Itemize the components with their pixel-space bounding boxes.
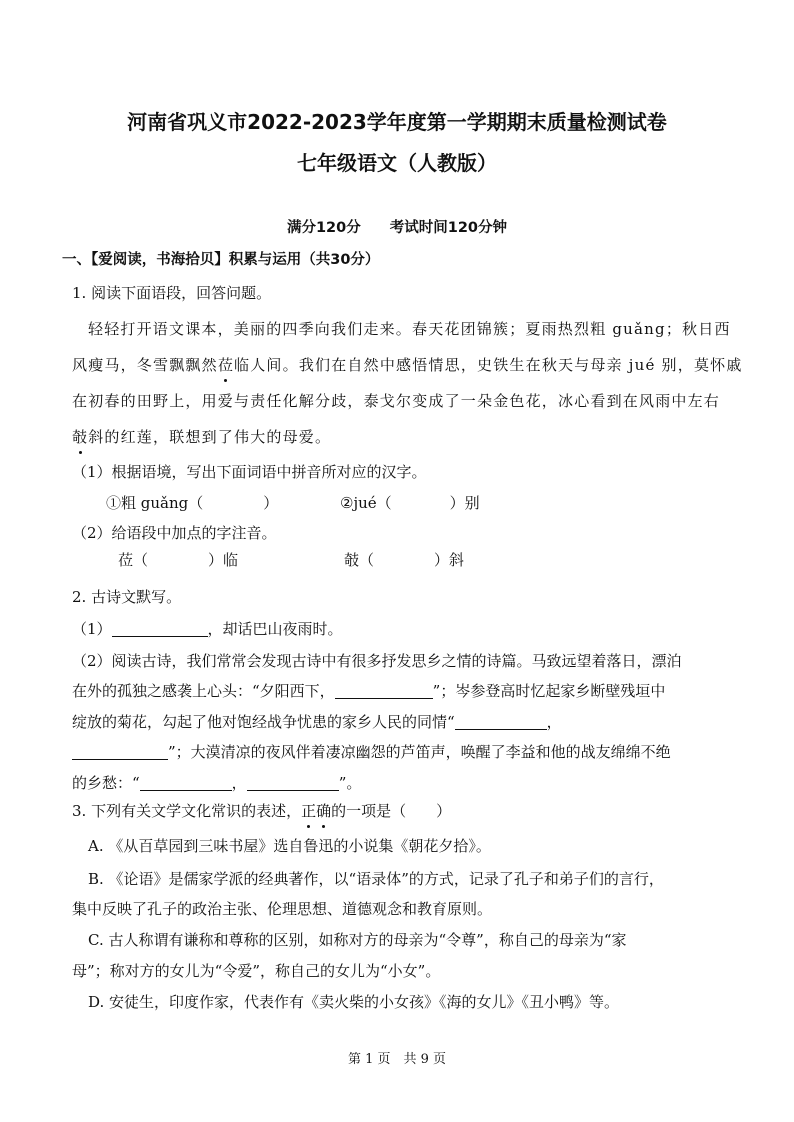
fill-blank[interactable]	[335, 682, 433, 699]
question-2-line-1: （1） ，却话巴山夜雨时。	[72, 620, 343, 638]
exam-subtitle: 七年级语文（人教版）	[297, 151, 497, 175]
answer-item-2a: 莅（ ）临	[118, 551, 239, 569]
question-3-stem: 3. 下列有关文学文化常识的表述，正确的一项是（ ）	[72, 802, 452, 820]
question-1-sub-2: （2）给语段中加点的字注音。	[72, 524, 277, 542]
question-1-sub-1: （1）根据语境，写出下面词语中拼音所对应的汉字。	[72, 463, 427, 481]
fill-blank[interactable]	[247, 774, 339, 791]
passage-line-4: 攲斜的红莲，联想到了伟大的母爱。	[72, 428, 332, 446]
section-heading: 一、【爱阅读，书海拾贝】积累与运用（共30分）	[62, 252, 380, 268]
question-2-stem: 2. 古诗文默写。	[72, 588, 182, 606]
option-c-continued: 母”；称对方的女儿为“令爱”，称自己的女儿为“小女”。	[72, 962, 441, 980]
option-d: D. 安徒生，印度作家，代表作有《卖火柴的小女孩》《海的女儿》《丑小鸭》等。	[88, 993, 620, 1011]
dotted-char: 正	[301, 802, 317, 820]
question-1-stem: 1. 阅读下面语段，回答问题。	[72, 284, 272, 302]
question-2-line-2: （2）阅读古诗，我们常常会发现古诗中有很多抒发思乡之情的诗篇。马致远望着落日，漂泊	[72, 652, 682, 670]
question-2-line-6: 的乡愁：“ ， ”。	[72, 774, 362, 792]
answer-item-1a: ①粗 guǎng（ ）	[106, 494, 279, 512]
option-b-continued: 集中反映了孔子的政治主张、伦理思想、道德观念和教育原则。	[72, 900, 493, 918]
fill-blank[interactable]	[455, 713, 547, 730]
option-c: C. 古人称谓有谦称和尊称的区别，如称对方的母亲为“令尊”，称自己的母亲为“家	[88, 931, 627, 949]
dotted-char: 确	[316, 802, 332, 820]
question-2-line-5: ”；大漠清凉的夜风伴着凄凉幽怨的芦笛声，唤醒了李益和他的战友绵绵不绝	[72, 741, 671, 762]
passage-line-2: 风瘦马，冬雪飘飘然莅临人间。我们在自然中感悟情思，史铁生在秋天与母亲 jué 别，莫怀戚	[72, 356, 743, 374]
option-b: B. 《论语》是儒家学派的经典著作，以“语录体”的方式，记录了孔子和弟子们的言行，	[88, 870, 664, 888]
question-2-line-4: 绽放的菊花，勾起了他对饱经战争忧患的家乡人民的同情“ ，	[72, 713, 562, 731]
page-footer: 第 1 页 共 9 页	[347, 1052, 447, 1067]
fill-blank[interactable]	[72, 743, 168, 760]
exam-meta: 满分120分 考试时间120分钟	[286, 220, 508, 236]
fill-blank[interactable]	[112, 620, 208, 637]
question-2-line-3: 在外的孤独之感袭上心头：“夕阳西下， ”；岑参登高时忆起家乡断壁残垣中	[72, 682, 666, 700]
fill-blank[interactable]	[140, 774, 232, 791]
answer-item-1b: ②jué（ ）别	[340, 494, 480, 512]
passage-line-3: 在初春的田野上，用爱与责任化解分歧，泰戈尔变成了一朵金色花，冰心看到在风雨中左右	[72, 392, 721, 410]
passage-line-1: 轻轻打开语文课本，美丽的四季向我们走来。春天花团锦簇；夏雨热烈粗 guǎng；秋日西	[88, 320, 731, 338]
exam-title: 河南省巩义市2022-2023学年度第一学期期末质量检测试卷	[127, 110, 667, 134]
option-a: A. 《从百草园到三味书屋》选自鲁迅的小说集《朝花夕拾》。	[88, 837, 491, 855]
dotted-char: 莅	[217, 356, 235, 374]
dotted-char: 攲	[72, 428, 89, 446]
answer-item-2b: 攲（ ）斜	[344, 551, 465, 569]
